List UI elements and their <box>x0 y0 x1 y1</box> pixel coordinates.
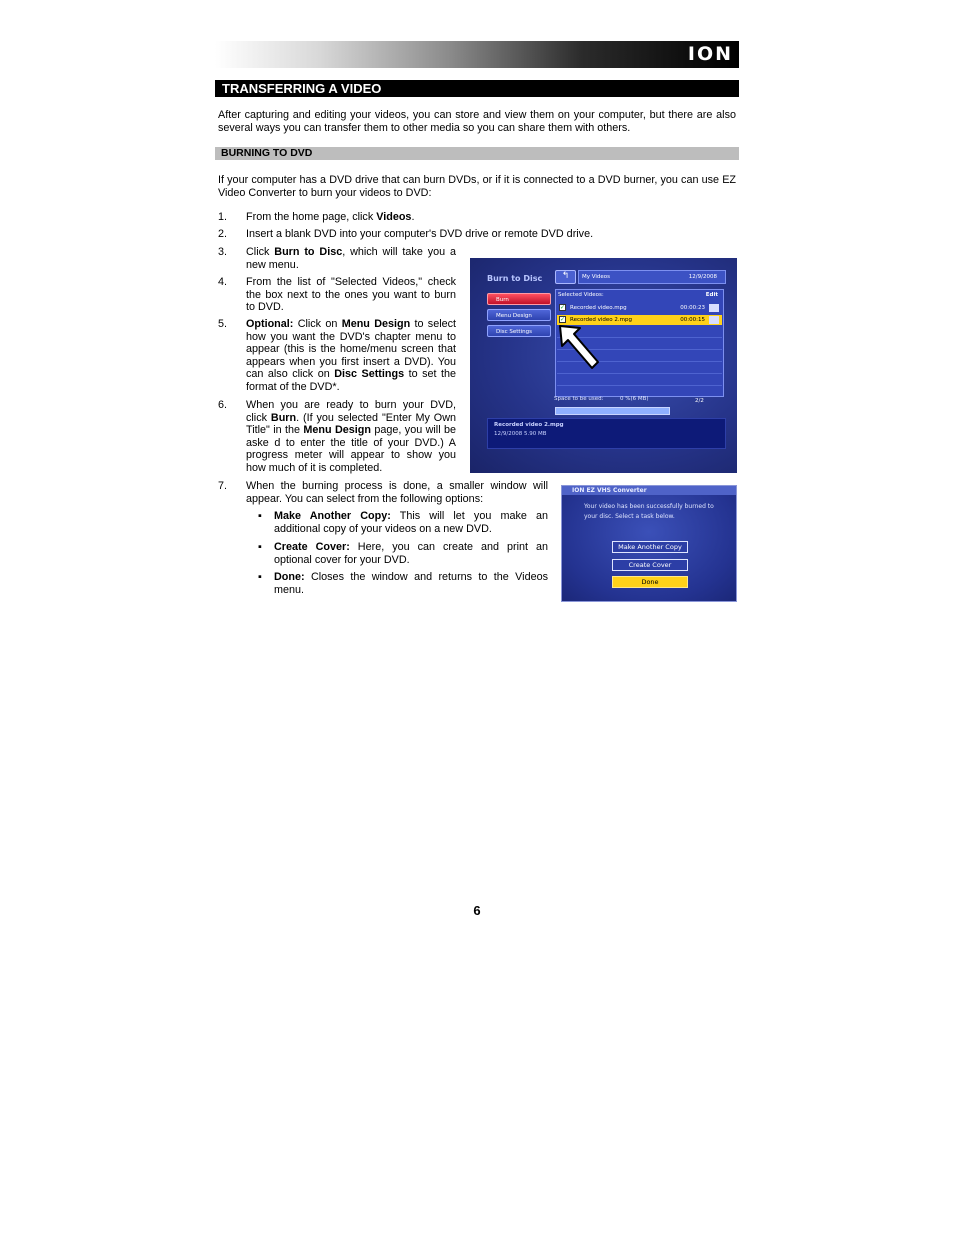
pointer-arrow-icon <box>558 324 602 372</box>
step-number: 3. <box>218 246 228 258</box>
back-arrow-icon[interactable]: ↰ <box>555 270 576 284</box>
step-number: 5. <box>218 318 228 330</box>
video-name: Recorded video.mpg <box>570 305 627 311</box>
video-row[interactable] <box>557 303 722 313</box>
step-number: 7. <box>218 480 228 492</box>
step-7-text: When the burning process is done, a smaller window will appear. You can select from the following options: <box>246 480 548 505</box>
step-number: 6. <box>218 399 228 411</box>
path-bar <box>578 270 726 284</box>
step-2-text: Insert a blank DVD into your computer's DVD drive or remote DVD drive. <box>246 228 594 240</box>
section-title: TRANSFERRING A VIDEO <box>215 80 739 97</box>
brand-name: ION <box>687 43 733 65</box>
burn-to-disc-screenshot <box>470 258 737 473</box>
checkbox-checked-icon[interactable]: ✓ <box>560 316 566 323</box>
bullet-icon: ▪ <box>258 541 262 553</box>
step-1-text: From the home page, click Videos. <box>246 211 415 223</box>
video-name: Recorded video 2.mpg <box>570 317 632 323</box>
list-header: Selected Videos: <box>558 292 604 298</box>
checkbox-checked-icon[interactable]: ✓ <box>560 304 566 311</box>
burn-button[interactable]: Burn <box>487 293 551 305</box>
header-gradient-bar <box>215 41 739 68</box>
space-label: Space to be used: <box>554 396 604 402</box>
step-3-text: Click Burn to Disc, which will take you a new menu. <box>246 246 456 271</box>
step-6-text: When you are ready to burn your DVD, click Burn. (If you selected "Enter My Own Title" in the Menu Design page, you will be aske d to enter the title of your DVD.) A progress meter will appear to show you how much of it is completed. <box>246 399 456 474</box>
bullet-icon: ▪ <box>258 571 262 583</box>
subsection-intro: If your computer has a DVD drive that can burn DVDs, or if it is connected to a DVD burner, you can use EZ Video Converter to burn your videos to DVD: <box>218 174 736 199</box>
burn-to-disc-title: Burn to Disc <box>487 274 543 283</box>
edit-button[interactable]: Edit <box>705 292 718 298</box>
disc-settings-button[interactable]: Disc Settings <box>487 325 551 337</box>
video-duration: 00:00:15 <box>680 317 705 323</box>
step-number: 1. <box>218 211 228 223</box>
create-cover-button[interactable]: Create Cover <box>612 559 688 571</box>
done-button[interactable]: Done <box>612 576 688 588</box>
video-edit-icon[interactable] <box>709 304 719 312</box>
option-make-another-copy: Make Another Copy: This will let you make an additional copy of your videos on a new DVD. <box>274 510 548 535</box>
option-done: Done: Closes the window and returns to the Videos menu. <box>274 571 548 596</box>
step-number: 4. <box>218 276 228 288</box>
path-name: My Videos <box>582 274 611 280</box>
option-create-cover: Create Cover: Here, you can create and print an optional cover for your DVD. <box>274 541 548 566</box>
dialog-message: Your video has been successfully burned to your disc. Select a task below. <box>584 503 714 520</box>
video-info-panel <box>487 418 726 449</box>
info-video-name: Recorded video 2.mpg <box>494 422 564 428</box>
video-duration: 00:00:23 <box>680 305 705 311</box>
step-number: 2. <box>218 228 228 240</box>
menu-design-button[interactable]: Menu Design <box>487 309 551 321</box>
step-5-text: Optional: Click on Menu Design to select how you want the DVD's chapter menu to appear (this is the home/menu screen that appears when you first insert a DVD). You can also click on Disc Settings to set the format of the DVD*. <box>246 318 457 393</box>
space-progress-bar <box>555 407 670 415</box>
make-another-copy-button[interactable]: Make Another Copy <box>612 541 688 553</box>
space-value: 0 %(6 MB) <box>620 396 649 402</box>
subsection-title: BURNING TO DVD <box>215 147 739 160</box>
page-number: 6 <box>473 903 481 918</box>
list-gridline <box>557 385 722 386</box>
ion-logo <box>688 45 733 64</box>
intro-paragraph: After capturing and editing your videos, you can store and view them on your computer, but there are also several ways you can transfer them to other media so you can share them with others. <box>218 109 736 134</box>
dialog-title: ION EZ VHS Converter <box>562 486 736 495</box>
burn-complete-dialog-screenshot <box>561 485 737 602</box>
step-4-text: From the list of "Selected Videos," check the box next to the ones you want to burn to DVD. <box>246 276 456 314</box>
path-date: 12/9/2008 <box>688 274 717 280</box>
list-gridline <box>557 373 722 374</box>
bullet-icon: ▪ <box>258 510 262 522</box>
info-video-meta: 12/9/2008 5.90 MB <box>494 431 547 437</box>
page-indicator: 2/2 <box>695 398 704 404</box>
video-edit-icon[interactable] <box>709 316 719 324</box>
